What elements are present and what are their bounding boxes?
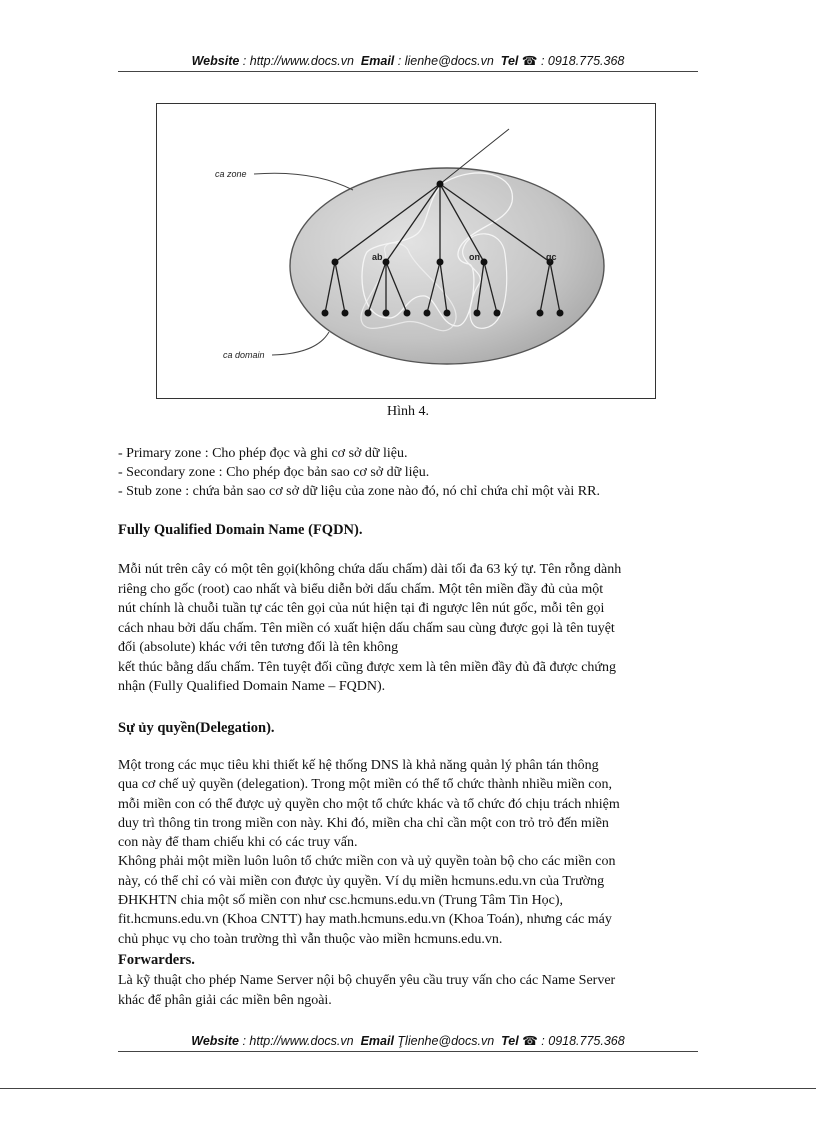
root-node <box>437 181 444 188</box>
paragraph-line: nút chính là chuỗi tuần tự các tên gọi của nút hiện tại đi ngược lên nút gốc, mỗi tên gọi <box>118 601 605 616</box>
paragraph-line: ĐHKHTN chia một số miền con như csc.hcmuns.edu.vn (Trung Tâm Tin Học), <box>118 893 564 909</box>
paragraph-line: mỗi miền con có thể được uỷ quyền cho một tổ chức khác và tổ chức đó chịu trách nhiệm <box>118 796 620 812</box>
forwarders-heading: Forwarders. <box>118 952 195 968</box>
fqdn-heading: Fully Qualified Domain Name (FQDN). <box>118 522 363 538</box>
paragraph-line: duy trì thông tin trong miền con này. Khi đó, miền cha chỉ cần một con trỏ trỏ đến miền <box>118 815 609 831</box>
footer-tel-label: Tel <box>501 1034 519 1048</box>
domain-label: ca domain <box>223 350 265 360</box>
tree-node <box>332 259 339 266</box>
footer-tel-number: : 0918.775.368 <box>541 1034 625 1048</box>
leaf-node <box>494 310 501 317</box>
paragraph-line: qua cơ chế uỷ quyền (delegation). Trong một miền có thể tổ chức thành nhiều miền con, <box>118 777 612 793</box>
zone-types-list <box>118 444 708 501</box>
footer-email-label: Email <box>360 1034 394 1048</box>
footer-website-label: Website <box>191 1034 239 1048</box>
fqdn-paragraph <box>118 560 708 697</box>
paragraph-line: khác để phân giải các miền bên ngoài. <box>118 992 332 1008</box>
delegation-heading: Sự ủy quyền(Delegation). <box>118 720 275 736</box>
page-bottom-rule <box>0 1088 816 1089</box>
header-email-label: Email <box>360 54 395 68</box>
footer-email-address[interactable]: Ţlienhe@docs.vn <box>397 1034 495 1048</box>
leaf-node <box>474 310 481 317</box>
paragraph-line: Không phải một miền luôn luôn tổ chức miền con và uỷ quyền toàn bộ cho các miền con <box>118 854 616 870</box>
figure-caption: Hình 4. <box>387 404 429 419</box>
delegation-paragraph <box>118 756 708 949</box>
zone-label: ca zone <box>215 169 247 179</box>
list-item: - Secondary zone : Cho phép đọc bản sao cơ sở dữ liệu. <box>118 465 430 480</box>
paragraph-line: chủ phục vụ cho toàn trường thì vẫn thuộc vào miền hcmuns.edu.vn. <box>118 931 503 947</box>
header-website-url[interactable]: : http://www.docs.vn <box>242 54 354 68</box>
leaf-node <box>404 310 411 317</box>
paragraph-line: Là kỹ thuật cho phép Name Server nội bộ chuyển yêu cầu truy vấn cho các Name Server <box>118 973 616 988</box>
header-rule <box>118 71 698 72</box>
footer-rule <box>118 1051 698 1052</box>
dns-zone-diagram <box>157 104 655 398</box>
dns-zone-figure <box>156 103 656 399</box>
paragraph-line: kết thúc bằng dấu chấm. Tên tuyệt đối cũng được xem là tên miền đầy đủ đã được chứng <box>118 659 617 675</box>
leaf-node <box>444 310 451 317</box>
domain-label-pointer <box>272 332 329 355</box>
paragraph-line: Một trong các mục tiêu khi thiết kế hệ thống DNS là khả năng quản lý phân tán thông <box>118 758 599 773</box>
phone-icon: ☎ <box>522 1034 538 1048</box>
leaf-node <box>322 310 329 317</box>
phone-icon: ☎ <box>521 54 538 68</box>
header-tel-label: Tel <box>500 54 519 68</box>
paragraph-line: cách nhau bởi dấu chấm. Tên miền có xuất hiện dấu chấm sau cùng được gọi là tên tuyệt <box>118 620 615 636</box>
on-label: on <box>469 252 480 262</box>
paragraph-line: nhận (Fully Qualified Domain Name – FQDN). <box>118 679 386 694</box>
on-node <box>481 259 488 266</box>
forwarders-paragraph <box>118 971 708 1010</box>
ab-node <box>383 259 390 266</box>
leaf-node <box>342 310 349 317</box>
paragraph-line: này, có thể chỉ có vài miền con được ủy quyền. Ví dụ miền hcmuns.edu.vn của Trường <box>118 873 605 889</box>
leaf-node <box>537 310 544 317</box>
list-item: - Primary zone : Cho phép đọc và ghi cơ sở dữ liệu. <box>118 446 408 461</box>
leaf-node <box>365 310 372 317</box>
leaf-node <box>424 310 431 317</box>
leaf-node <box>557 310 564 317</box>
header-website-label: Website <box>191 54 240 68</box>
leaf-node <box>383 310 390 317</box>
ab-label: ab <box>372 252 383 262</box>
page-footer <box>118 1033 698 1048</box>
list-item: - Stub zone : chứa bản sao cơ sở dữ liệu của zone nào đó, nó chỉ chứa chỉ một vài RR. <box>118 484 600 499</box>
paragraph-line: riêng cho gốc (root) cao nhất và biểu diễn bởi dấu chấm. Một tên miền đầy đủ của một <box>118 581 604 597</box>
tree-node <box>437 259 444 266</box>
page-header <box>118 53 698 68</box>
paragraph-line: con này để tham chiếu khi có các truy vấn. <box>118 835 358 851</box>
paragraph-line: đối (absolute) khác với tên tương đối là tên không <box>118 640 399 655</box>
qc-label: qc <box>546 252 557 262</box>
header-email-address[interactable]: : lienhe@docs.vn <box>397 54 494 68</box>
zone-label-pointer <box>254 173 353 190</box>
paragraph-line: fit.hcmuns.edu.vn (Khoa CNTT) hay math.hcmuns.edu.vn (Khoa Toán), nhưng các máy <box>118 912 612 928</box>
paragraph-line: Mỗi nút trên cây có một tên gọi(không chứa dấu chấm) dài tối đa 63 ký tự. Tên rỗng dành <box>118 562 622 577</box>
footer-website-url[interactable]: : http://www.docs.vn <box>242 1034 354 1048</box>
header-tel-number: : 0918.775.368 <box>540 54 625 68</box>
